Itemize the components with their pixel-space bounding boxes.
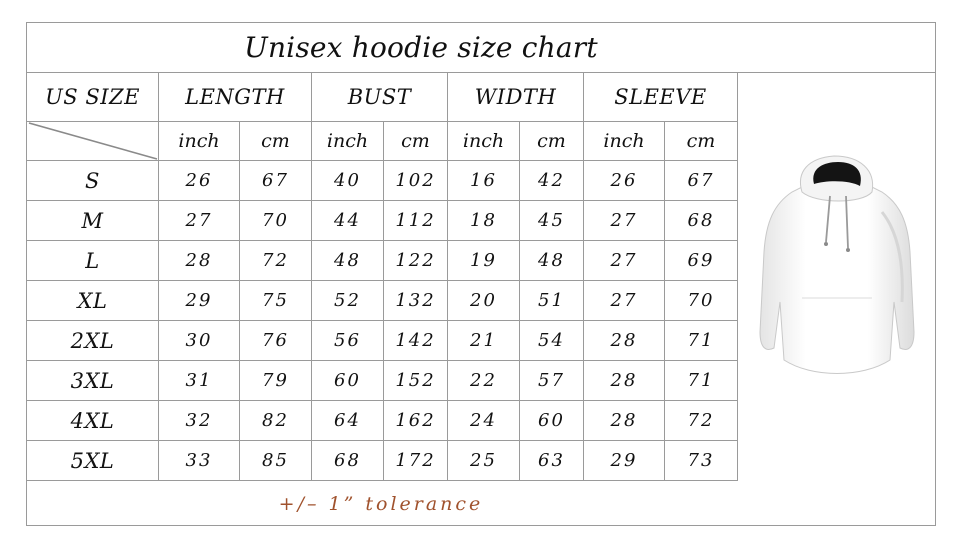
table-cell: 64	[312, 401, 384, 441]
column-header-bust: BUST	[312, 73, 448, 122]
table-row	[27, 281, 738, 321]
unit-header: inch	[159, 122, 240, 161]
table-cell: 162	[384, 401, 448, 441]
table-row	[27, 361, 738, 401]
table-cell: 27	[584, 241, 665, 281]
table-cell: 70	[240, 201, 312, 241]
unit-header: cm	[384, 122, 448, 161]
table-cell: 71	[665, 361, 738, 401]
table-cell: 29	[584, 441, 665, 481]
table-cell: 56	[312, 321, 384, 361]
unit-header: inch	[584, 122, 665, 161]
title-bar	[27, 23, 935, 73]
table-cell: 51	[520, 281, 584, 321]
table-row	[27, 401, 738, 441]
table-cell: 19	[448, 241, 520, 281]
table-cell: 172	[384, 441, 448, 481]
table-cell: 24	[448, 401, 520, 441]
table-cell: 102	[384, 161, 448, 201]
table-cell: 79	[240, 361, 312, 401]
table-cell: 82	[240, 401, 312, 441]
table-cell: 26	[584, 161, 665, 201]
table-cell: 27	[584, 281, 665, 321]
table-cell: 76	[240, 321, 312, 361]
size-label: 3XL	[27, 361, 159, 401]
table-cell: 29	[159, 281, 240, 321]
size-label: L	[27, 241, 159, 281]
table-cell: 60	[312, 361, 384, 401]
table-cell: 68	[312, 441, 384, 481]
table-cell: 67	[240, 161, 312, 201]
table-row	[27, 241, 738, 281]
table-cell: 60	[520, 401, 584, 441]
table-cell: 48	[312, 241, 384, 281]
table-cell: 68	[665, 201, 738, 241]
diagonal-line-icon	[27, 122, 159, 160]
table-cell: 48	[520, 241, 584, 281]
table-cell: 67	[665, 161, 738, 201]
size-label: 4XL	[27, 401, 159, 441]
unit-header: cm	[665, 122, 738, 161]
size-table	[26, 72, 738, 481]
table-cell: 26	[159, 161, 240, 201]
table-cell: 28	[584, 401, 665, 441]
table-cell: 52	[312, 281, 384, 321]
diagonal-corner-cell	[27, 122, 159, 161]
table-cell: 28	[584, 321, 665, 361]
table-cell: 132	[384, 281, 448, 321]
table-cell: 30	[159, 321, 240, 361]
table-cell: 57	[520, 361, 584, 401]
page-title: Unisex hoodie size chart	[244, 31, 598, 64]
hoodie-icon	[752, 152, 922, 384]
table-cell: 20	[448, 281, 520, 321]
table-cell: 33	[159, 441, 240, 481]
table-cell: 152	[384, 361, 448, 401]
table-row	[27, 161, 738, 201]
table-row	[27, 201, 738, 241]
table-cell: 122	[384, 241, 448, 281]
table-cell: 75	[240, 281, 312, 321]
table-cell: 71	[665, 321, 738, 361]
table-cell: 42	[520, 161, 584, 201]
unit-header: inch	[312, 122, 384, 161]
table-cell: 73	[665, 441, 738, 481]
table-row	[27, 321, 738, 361]
table-cell: 28	[159, 241, 240, 281]
size-label: S	[27, 161, 159, 201]
table-cell: 21	[448, 321, 520, 361]
column-header-length: LENGTH	[159, 73, 312, 122]
table-cell: 31	[159, 361, 240, 401]
table-cell: 25	[448, 441, 520, 481]
column-header-width: WIDTH	[448, 73, 584, 122]
table-cell: 112	[384, 201, 448, 241]
table-cell: 70	[665, 281, 738, 321]
table-cell: 27	[159, 201, 240, 241]
column-header-size: US SIZE	[27, 73, 159, 122]
unit-row	[27, 122, 738, 161]
table-cell: 142	[384, 321, 448, 361]
size-label: 5XL	[27, 441, 159, 481]
table-cell: 54	[520, 321, 584, 361]
unit-header: cm	[240, 122, 312, 161]
table-cell: 85	[240, 441, 312, 481]
table-cell: 22	[448, 361, 520, 401]
table-row	[27, 441, 738, 481]
column-header-sleeve: SLEEVE	[584, 73, 738, 122]
size-label: 2XL	[27, 321, 159, 361]
table-cell: 40	[312, 161, 384, 201]
table-cell: 44	[312, 201, 384, 241]
size-label: XL	[27, 281, 159, 321]
unit-header: cm	[520, 122, 584, 161]
unit-header: inch	[448, 122, 520, 161]
table-cell: 16	[448, 161, 520, 201]
table-cell: 18	[448, 201, 520, 241]
table-cell: 72	[240, 241, 312, 281]
table-cell: 27	[584, 201, 665, 241]
header-row	[27, 73, 738, 122]
tolerance-note: +/– 1” tolerance	[278, 493, 484, 515]
size-label: M	[27, 201, 159, 241]
table-cell: 63	[520, 441, 584, 481]
table-cell: 69	[665, 241, 738, 281]
table-cell: 32	[159, 401, 240, 441]
table-cell: 45	[520, 201, 584, 241]
table-cell: 28	[584, 361, 665, 401]
table-cell: 72	[665, 401, 738, 441]
